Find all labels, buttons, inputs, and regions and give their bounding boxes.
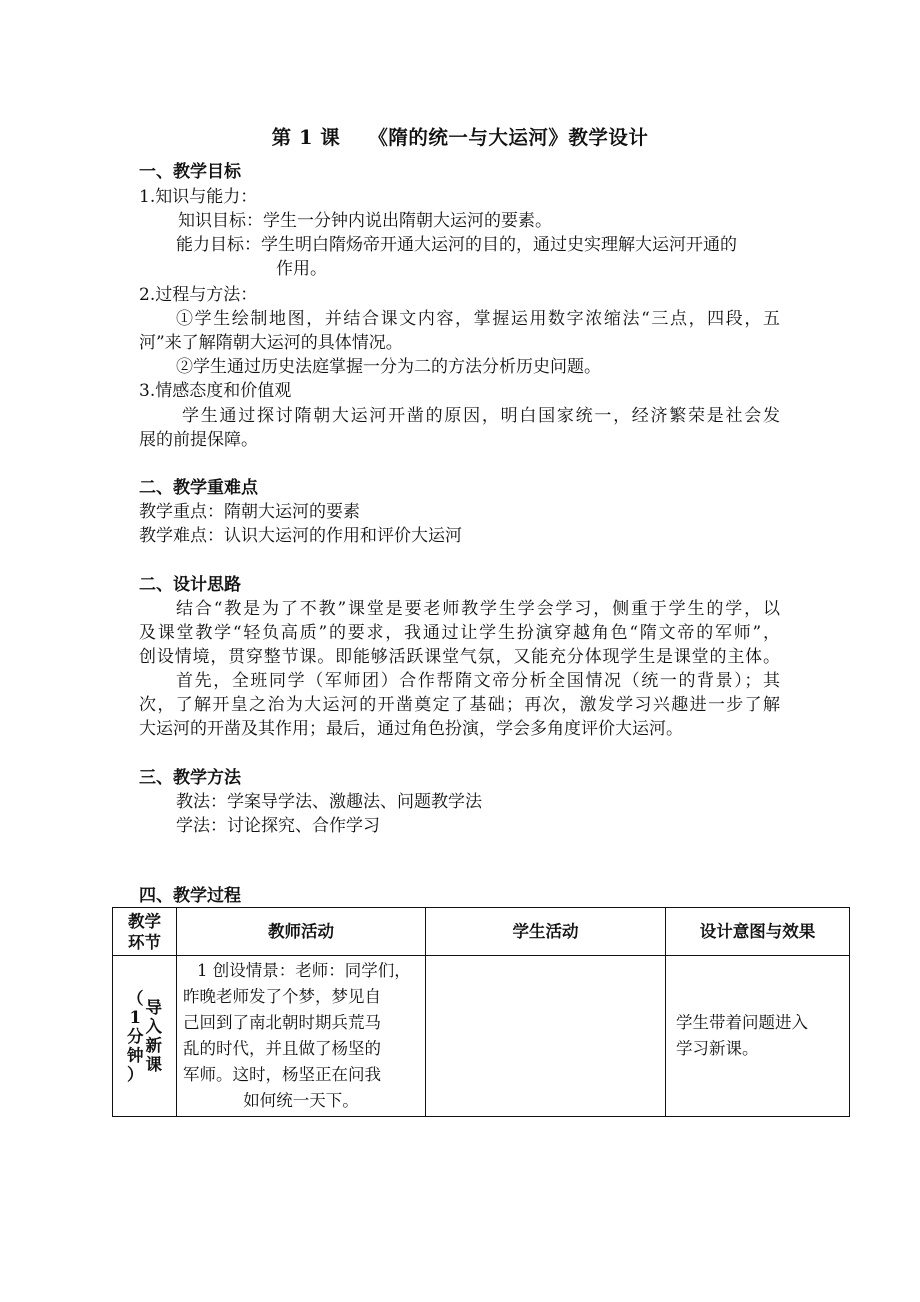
header-stage-line2: 环节	[128, 932, 161, 952]
table-row	[113, 956, 850, 1117]
lesson-name: 《隋的统一与大运河》教学设计	[368, 126, 649, 149]
teacher-activity-line6: 如何统一天下。	[243, 1091, 359, 1110]
header-student-activity: 学生活动	[426, 908, 666, 956]
student-activity-cell	[426, 956, 666, 1117]
process-heading: 2.过程与方法：	[139, 285, 258, 305]
teaching-methods: 教法：学案导学法、激趣法、问题教学法	[176, 792, 482, 812]
design-p2-line3: 大运河的开凿及其作用；最后，通过角色扮演，学会多角度评价大运河。	[139, 719, 683, 739]
design-intent-line2: 学习新课。	[676, 1039, 759, 1058]
stage-name-vertical: 导 入 新 课	[145, 998, 162, 1074]
teacher-activity-line3: 己回到了南北朝时期兵荒马	[183, 1013, 381, 1032]
design-p1-line2: 及课堂教学“轻负高质”的要求，我通过让学生扮演穿越角色“隋文帝的军师”，	[139, 623, 780, 643]
teacher-activity-cell	[177, 956, 426, 1117]
process-item1-line1: ①学生绘制地图，并结合课文内容，掌握运用数字浓缩法“三点，四段，五	[176, 309, 780, 329]
header-design-intent: 设计意图与效果	[666, 908, 850, 956]
teaching-focus: 教学重点：隋朝大运河的要素	[139, 502, 360, 522]
page-title	[0, 122, 920, 150]
emotion-text-line1: 学生通过探讨隋朝大运河开凿的原因，明白国家统一，经济繁荣是社会发	[182, 406, 780, 426]
key-points-heading: 二、教学重难点	[139, 478, 258, 498]
header-teacher-activity: 教师活动	[177, 908, 426, 956]
design-p1-line1: 结合“教是为了不教”课堂是要老师教学生学会学习，侧重于学生的学，以	[176, 599, 780, 619]
design-heading: 二、设计思路	[139, 575, 241, 595]
teacher-activity-line4: 乱的时代，并且做了杨坚的	[183, 1039, 381, 1058]
objectives-heading: 一、教学目标	[139, 162, 241, 182]
header-stage	[113, 908, 177, 956]
ability-goal-line1: 能力目标：学生明白隋炀帝开通大运河的目的，通过史实理解大运河开通的	[176, 235, 737, 255]
lesson-number: 第 1 课	[271, 126, 341, 149]
emotion-text-line2: 展的前提保障。	[139, 430, 258, 450]
process-item2: ②学生通过历史法庭掌握一分为二的方法分析历史问题。	[176, 357, 601, 377]
learning-methods: 学法：讨论探究、合作学习	[176, 816, 380, 836]
design-p2-line1: 首先，全班同学（军师团）合作帮隋文帝分析全国情况（统一的背景）；其	[176, 671, 780, 691]
design-p2-line2: 次，了解开皇之治为大运河的开凿奠定了基础；再次，激发学习兴趣进一步了解	[139, 695, 780, 715]
design-p1-line3: 创设情境，贯穿整节课。即能够活跃课堂气氛，又能充分体现学生是课堂的主体。	[139, 647, 780, 667]
process-section-heading: 四、教学过程	[139, 886, 241, 906]
process-item1-line2: 河”来了解隋朝大运河的具体情况。	[139, 333, 403, 353]
header-stage-line1: 教学	[128, 911, 161, 931]
design-intent-cell	[666, 956, 850, 1117]
teaching-process-table	[112, 907, 850, 1117]
methods-heading: 三、教学方法	[139, 768, 241, 788]
emotion-heading: 3.情感态度和价值观	[139, 381, 292, 401]
teacher-activity-line2: 昨晚老师发了个梦，梦见自	[183, 987, 381, 1006]
teaching-difficulty: 教学难点：认识大运河的作用和评价大运河	[139, 526, 462, 546]
knowledge-heading: 1.知识与能力：	[139, 187, 258, 207]
stage-duration-vertical: （ 1 分 钟 ）	[127, 988, 144, 1084]
ability-goal-line2: 作用。	[276, 259, 327, 279]
stage-cell-intro	[113, 956, 177, 1117]
knowledge-goal: 知识目标：学生一分钟内说出隋朝大运河的要素。	[178, 211, 552, 231]
table-header-row	[113, 908, 850, 956]
teacher-activity-line1: 1 创设情景：老师：同学们，	[197, 961, 411, 980]
design-intent-line1: 学生带着问题进入	[676, 1013, 808, 1032]
teacher-activity-line5: 军师。这时，杨坚正在问我	[183, 1065, 381, 1084]
